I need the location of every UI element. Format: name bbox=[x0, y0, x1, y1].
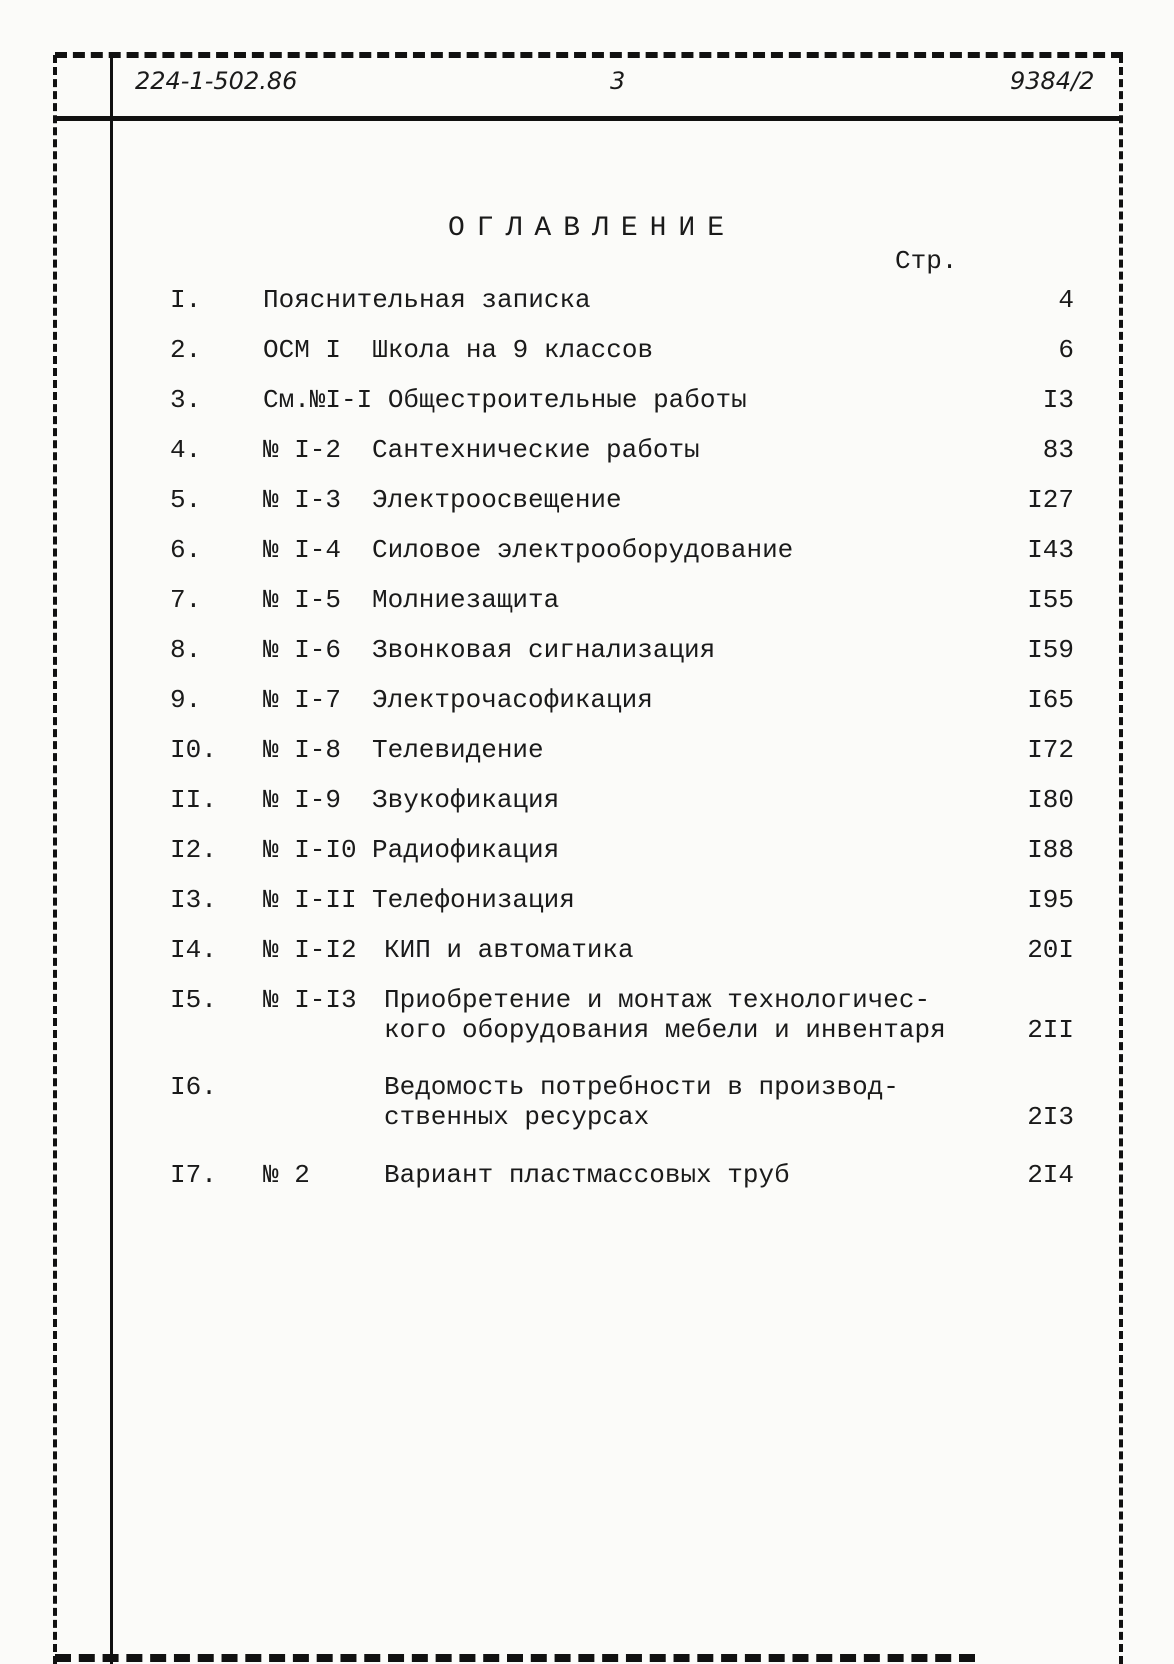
entry-number: 9. bbox=[170, 685, 202, 715]
toc-entry bbox=[170, 635, 1074, 665]
entry-number: 3. bbox=[170, 385, 202, 415]
frame-right-border bbox=[1119, 55, 1123, 1664]
estimate-code: № I-5 bbox=[263, 585, 342, 615]
entry-title: Приобретение и монтаж технологичес- кого оборудования мебели и инвентаря bbox=[384, 985, 946, 1045]
entry-title: См.№I-I Общестроительные работы bbox=[263, 385, 747, 415]
estimate-code: № I-4 bbox=[263, 535, 342, 565]
estimate-code: № 2 bbox=[263, 1160, 310, 1190]
estimate-code: № I-I3 bbox=[263, 985, 357, 1015]
frame-bottom-border bbox=[55, 1654, 975, 1662]
estimate-code: № I-9 bbox=[263, 785, 342, 815]
toc-entry bbox=[170, 335, 1074, 365]
entry-title: Молниезащита bbox=[372, 585, 560, 615]
entry-title: ОСМ I Школа на 9 классов bbox=[263, 335, 654, 365]
toc-entry bbox=[170, 735, 1074, 765]
entry-page: 83 bbox=[1042, 435, 1074, 465]
toc-entry bbox=[170, 485, 1074, 515]
sheet-number: 9384/2 bbox=[1010, 67, 1095, 95]
entry-page: I88 bbox=[1027, 835, 1074, 865]
toc-entry bbox=[170, 1072, 1074, 1132]
entry-page: I55 bbox=[1027, 585, 1074, 615]
entry-page: I80 bbox=[1027, 785, 1074, 815]
entry-title: Звукофикация bbox=[372, 785, 560, 815]
entry-page: I65 bbox=[1027, 685, 1074, 715]
entry-number: I4. bbox=[170, 935, 217, 965]
entry-page: I3 bbox=[1042, 385, 1074, 415]
estimate-code: № I-I2 bbox=[263, 935, 357, 965]
entry-page: 4 bbox=[1058, 285, 1074, 315]
entry-number: I5. bbox=[170, 985, 217, 1015]
entry-page: 20I bbox=[1027, 935, 1074, 965]
toc-entry bbox=[170, 785, 1074, 815]
entry-title: Телефонизация bbox=[372, 885, 575, 915]
entry-number: II. bbox=[170, 785, 217, 815]
entry-page: I43 bbox=[1027, 535, 1074, 565]
entry-title: Силовое электрооборудование bbox=[372, 535, 794, 565]
entry-title: Пояснительная записка bbox=[263, 285, 591, 315]
doc-code: 224-1-502.86 bbox=[135, 67, 298, 95]
entry-page: I72 bbox=[1027, 735, 1074, 765]
header-divider bbox=[55, 116, 1121, 121]
page-column-label: Стр. bbox=[895, 246, 958, 276]
entry-page: I95 bbox=[1027, 885, 1074, 915]
entry-title: Электроосвещение bbox=[372, 485, 622, 515]
toc-entry bbox=[170, 685, 1074, 715]
entry-title: Ведомость потребности в производ- ственных ресурсах bbox=[384, 1072, 899, 1132]
toc-entry bbox=[170, 935, 1074, 965]
toc-entry bbox=[170, 385, 1074, 415]
entry-number: 6. bbox=[170, 535, 202, 565]
entry-title: Радиофикация bbox=[372, 835, 560, 865]
estimate-code: № I-2 bbox=[263, 435, 342, 465]
entry-page: 2I4 bbox=[1027, 1160, 1074, 1190]
entry-page: I59 bbox=[1027, 635, 1074, 665]
estimate-code: № I-8 bbox=[263, 735, 342, 765]
toc-entry bbox=[170, 835, 1074, 865]
entry-page: 6 bbox=[1058, 335, 1074, 365]
entry-number: 4. bbox=[170, 435, 202, 465]
entry-title: Вариант пластмассовых труб bbox=[384, 1160, 790, 1190]
toc-entry bbox=[170, 535, 1074, 565]
frame-top-border bbox=[55, 52, 1123, 58]
estimate-code: № I-I0 bbox=[263, 835, 357, 865]
page-title: ОГЛАВЛЕНИЕ bbox=[448, 213, 737, 244]
entry-page: I27 bbox=[1027, 485, 1074, 515]
entry-page: 2I3 bbox=[1027, 1102, 1074, 1132]
entry-title: Электрочасофикация bbox=[372, 685, 653, 715]
toc-entry bbox=[170, 285, 1074, 315]
entry-number: I7. bbox=[170, 1160, 217, 1190]
entry-number: I0. bbox=[170, 735, 217, 765]
toc-entry bbox=[170, 585, 1074, 615]
estimate-code: № I-3 bbox=[263, 485, 342, 515]
entry-number: I. bbox=[170, 285, 202, 315]
estimate-code: № I-II bbox=[263, 885, 357, 915]
entry-title: Телевидение bbox=[372, 735, 544, 765]
frame-left-border bbox=[53, 55, 57, 1664]
entry-title: КИП и автоматика bbox=[384, 935, 634, 965]
entry-number: I2. bbox=[170, 835, 217, 865]
entry-number: I6. bbox=[170, 1072, 217, 1102]
entry-number: 5. bbox=[170, 485, 202, 515]
entry-title: Звонковая сигнализация bbox=[372, 635, 716, 665]
estimate-code: № I-7 bbox=[263, 685, 342, 715]
entry-number: 7. bbox=[170, 585, 202, 615]
binding-margin-line bbox=[110, 55, 113, 1664]
toc-entry bbox=[170, 985, 1074, 1045]
entry-number: I3. bbox=[170, 885, 217, 915]
entry-page: 2II bbox=[1027, 1015, 1074, 1045]
entry-number: 8. bbox=[170, 635, 202, 665]
toc-entry bbox=[170, 435, 1074, 465]
toc-entry bbox=[170, 885, 1074, 915]
page-number: 3 bbox=[610, 67, 626, 95]
estimate-code: № I-6 bbox=[263, 635, 342, 665]
entry-title: Сантехнические работы bbox=[372, 435, 700, 465]
toc-entry bbox=[170, 1160, 1074, 1190]
entry-number: 2. bbox=[170, 335, 202, 365]
